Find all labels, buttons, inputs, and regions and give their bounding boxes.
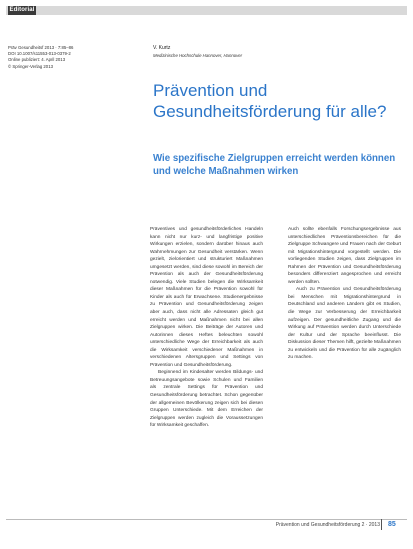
body-column-right <box>288 226 401 362</box>
body-paragraph: Beginnend im Kindesalter werden Bildungs- und Betreuungsangebote sowie Schulen und Familien als zentrale Settings für Prävention und Gesundheitsförderung betrachtet. Schon gegenüber der allgemeinen Bevölkerung zeigen sich bei diesen Gruppen Unterschiede. Mit dem Erreichen der Zielgruppen werden zugleich die Voraussetzungen für Wirksamkeit geschaffen. <box>150 370 263 429</box>
meta-copyright: © Springer-Verlag 2013 <box>8 63 53 69</box>
meta-doi: DOI 10.1007/s11553-013-0379-2 <box>8 51 71 57</box>
footer-journal: Prävention und Gesundheitsförderung 2 · 2013 <box>275 522 380 528</box>
page-number: 85 <box>388 521 396 528</box>
article-subtitle: Wie spezifische Zielgruppen erreicht werden können und welche Maßnahmen wirken <box>153 153 396 177</box>
meta-citation: Präv Gesundheitsf 2013 · 7:85–86 <box>8 45 74 50</box>
section-label: Editorial <box>9 7 35 13</box>
footer-separator <box>381 519 382 530</box>
footer-divider <box>6 519 407 520</box>
meta-online-date: Online publiziert: 4. April 2013 <box>8 57 66 63</box>
article-authors: V. Kurtz <box>153 45 171 51</box>
body-column-left <box>150 226 263 430</box>
body-paragraph: Auch zu Prävention und Gesundheitsförderung bei Menschen mit Migrationshintergrund in Deutschland und anderen Ländern gibt es Studien, die Wege zur Verbesserung der Erreichbarkeit aufzeigen. Der gesundheitliche Zugang und die Wirkung auf Prävention werden durch Unterschiede der Kultur und der Sprache beeinflusst. Die Diskussion dieser Themen hilft, gezielte Maßnahmen zu entwickeln und die Prävention für alle zugänglich zu machen. <box>288 287 401 361</box>
publication-meta <box>8 45 148 70</box>
author-affiliation: Medizinische Hochschule Hannover, Hannover <box>153 53 243 58</box>
body-paragraph: Auch sollte ebenfalls Forschungsergebnisse aus unterschiedlichen Präventionsbereichen für die Zielgruppe Schwangere und Frauen nach der Geburt mit Migrationshintergrund vorgestellt werden. Die vorliegenden Studien zeigen, dass Zielgruppen im Rahmen der Prävention und Gesundheitsförderung besonders differenziert angesprochen und erreicht werden sollten. <box>288 227 401 285</box>
body-paragraph: Präventives und gesundheitsförderliches Handeln kann nicht nur kurz- und langfristige positive Wirkungen erzielen, sondern darüber hinaus auch Wahrnehmungen zur Gesundheit verstärken. Wenn gezielt, zielorientiert und strukturiert Maßnahmen umgesetzt werden, sind diese sowohl im Bereich der Prävention als auch der Gesundheitsförderung notwendig. Viele Studien belegen die Wirksamkeit dieser Maßnahmen für die Prävention sowohl für Kinder als auch für Erwachsene. Studienergebnisse zu Prävention und Gesundheitsförderung zeigen aber auch, dass nicht alle Adressaten gleich gut erreicht werden und Maßnahmen nicht bei allen Zielgruppen wirken. Die Beiträge der Autoren und Autorinnen dieses Heftes beleuchten sowohl unterschiedliche Wege der Erreichbarkeit als auch die Wirksamkeit verschiedener Maßnahmen in verschiedenen Altersgruppen und Settings von Prävention und Gesundheitsförderung. <box>150 227 263 368</box>
article-title: Prävention und Gesundheitsförderung für alle? <box>153 81 387 121</box>
section-header-bar <box>6 6 407 15</box>
